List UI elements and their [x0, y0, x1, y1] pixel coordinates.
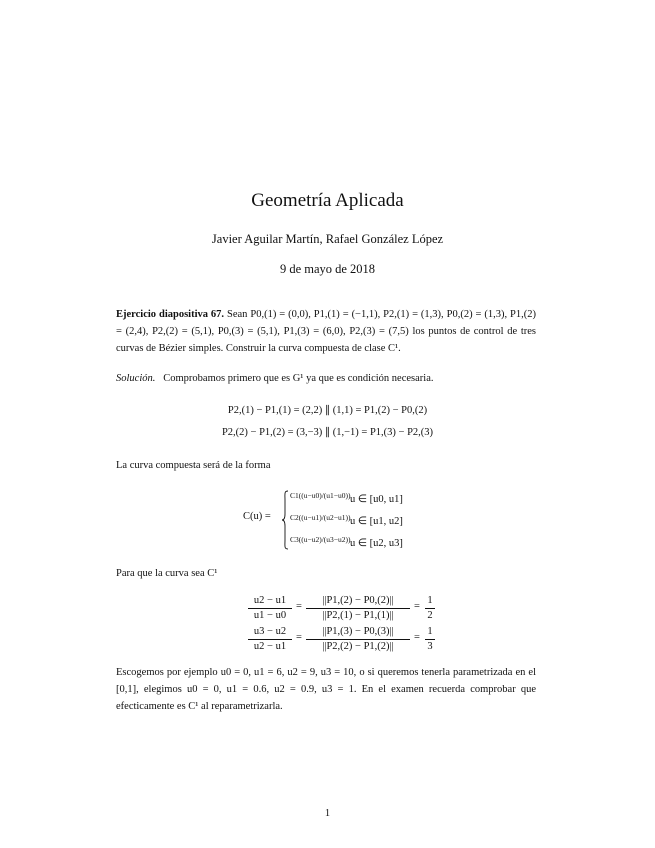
piecewise-definition: [240, 487, 440, 553]
equals-sign: =: [296, 632, 302, 643]
solution-label: Solución.: [116, 373, 156, 384]
equals-sign: =: [414, 601, 420, 612]
document-date: 9 de mayo de 2018: [279, 262, 376, 276]
piecewise-term-2: C2((u−u1)/(u2−u1)): [290, 513, 351, 522]
fraction-denominator: ||P2,(1) − P1,(1)||: [322, 610, 394, 621]
document-title: Geometría Aplicada: [251, 190, 404, 211]
piecewise-term-3: C3((u−u2)/(u3−u2)): [290, 535, 351, 544]
fraction-numerator: 1: [427, 595, 433, 606]
fraction-denominator: 3: [427, 641, 433, 652]
equals-sign: =: [414, 632, 420, 643]
lead-text-c1: Para que la curva sea C¹: [116, 568, 218, 579]
ratio-equations: [248, 594, 468, 658]
fraction-numerator: ||P1,(3) − P0,(3)||: [322, 626, 394, 637]
piecewise-cond-3: u ∈ [u2, u3]: [350, 538, 403, 549]
fraction-numerator: ||P1,(2) − P0,(2)||: [322, 595, 394, 606]
equation-parallel-1: P2,(1) − P1,(1) = (2,2) ∥ (1,1) = P1,(2) − P0,(2): [227, 405, 428, 416]
exercise-text: Sean P0,(1) = (0,0), P1,(1) = (−1,1), P2,(1) = (1,3), P0,(2) = (1,3), P1,(2) = (2,4), P2,(2) = (5,1), P0,(3) = (5,1), P1,(3) = (6,0), P2,(3) = (7,5) los puntos de control de tres curvas de Bézier simples. Construir la curva compuesta de clase C¹.: [116, 309, 537, 354]
final-paragraph: Escogemos por ejemplo u0 = 0, u1 = 6, u2 = 9, u3 = 10, o si queremos tenerla parametrizada en el [0,1], elegimos u0 = 0, u1 = 0.6, u2 = 0.9, u3 = 1. En el examen recuerda comprobar que efecticamente es C¹ al reparametrizarla.: [116, 667, 536, 712]
fraction-denominator: 2: [427, 610, 433, 621]
fraction: [425, 594, 435, 623]
left-brace-icon: [281, 490, 289, 550]
piecewise-cond-1: u ∈ [u0, u1]: [350, 494, 403, 505]
fraction-numerator: u3 − u2: [253, 626, 287, 637]
fraction: [306, 594, 410, 623]
equation-parallel-2: P2,(2) − P1,(2) = (3,−3) ∥ (1,−1) = P1,(3) − P2,(3): [221, 427, 434, 438]
fraction-numerator: 1: [427, 626, 433, 637]
exercise-label: Ejercicio diapositiva 67.: [116, 309, 225, 320]
document-authors: Javier Aguilar Martín, Rafael González López: [211, 232, 444, 246]
fraction: [248, 625, 292, 654]
fraction-denominator: ||P2,(2) − P1,(2)||: [322, 641, 394, 652]
lead-text-form: La curva compuesta será de la forma: [116, 460, 271, 471]
piecewise-term-1: C1((u−u0)/(u1−u0)): [290, 491, 351, 500]
fraction-denominator: u2 − u1: [253, 641, 287, 652]
fraction: [306, 625, 410, 654]
fraction-denominator: u1 − u0: [253, 610, 287, 621]
piecewise-lhs: C(u) =: [243, 511, 271, 522]
solution-text: Comprobamos primero que es G¹ ya que es condición necesaria.: [163, 373, 434, 384]
page-number: 1: [324, 808, 331, 819]
fraction: [248, 594, 292, 623]
fraction: [425, 625, 435, 654]
piecewise-cond-2: u ∈ [u1, u2]: [350, 516, 403, 527]
solution-paragraph: [116, 370, 536, 387]
equals-sign: =: [296, 601, 302, 612]
fraction-numerator: u2 − u1: [253, 595, 287, 606]
exercise-paragraph: [116, 306, 536, 357]
